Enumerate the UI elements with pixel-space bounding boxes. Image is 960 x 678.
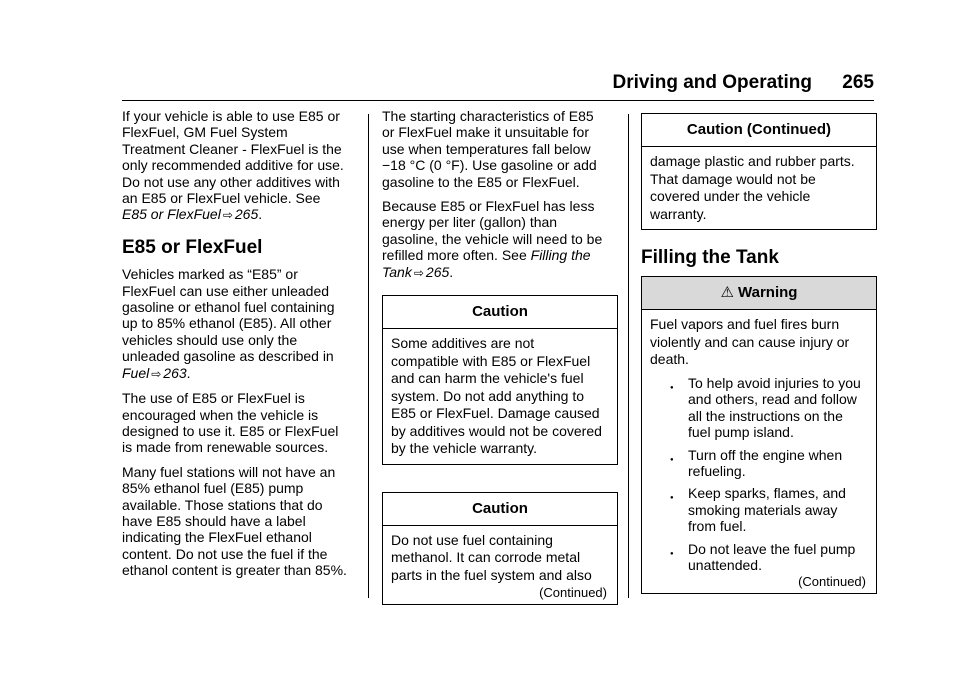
paragraph: Vehicles marked as “E85” or FlexFuel can use either unleaded gasoline or ethanol fuel containing up to 85% ethanol (E85). All other vehicles should use only the unleaded gasoline as described in Fuel ⇨ 263.	[122, 266, 358, 382]
list-item: ● To help avoid injuries to you and others, read and follow all the instructions on the fuel pump island.	[670, 374, 861, 441]
list-item: ● Do not leave the fuel pump unattended.	[670, 540, 856, 573]
page-ref-arrow-icon: ⇨	[151, 366, 162, 381]
warning-bullet-list	[650, 375, 868, 573]
warning-title: ⚠ Warning	[642, 277, 876, 310]
warning-box: ⚠ Warning Fuel vapors and fuel fires burn violently and can cause injury or death. ● To help avoid injuries to you and others, read and follow all the instructions on the fuel pump island. ● Turn off the engine when refueling. ● Keep sparks, flames, and smoking materials away from fuel. ● Do not leave the fuel pump unattended. (Continued)	[641, 276, 877, 593]
continued-label: (Continued)	[539, 585, 607, 601]
caution-title: Caution	[383, 493, 617, 526]
caution-box: Caution Some additives are not compatible with E85 or FlexFuel and can harm the vehicle's fuel system. Do not add anything to E85 or FlexFuel. Damage caused by additives would not be covered by the vehicle warranty.	[382, 295, 618, 465]
caution-continued-box: Caution (Continued) damage plastic and rubber parts. That damage would not be covered under the vehicle warranty.	[641, 113, 877, 230]
continued-label: (Continued)	[798, 574, 866, 590]
caution-title: Caution (Continued)	[642, 114, 876, 147]
bullet-icon: ●	[670, 384, 674, 391]
section-heading-filling-tank: Filling the Tank	[641, 247, 779, 268]
bullet-icon: ●	[670, 456, 674, 463]
column-2	[382, 108, 618, 605]
page-header	[0, 72, 960, 96]
caution-title: Caution	[383, 296, 617, 329]
paragraph: The starting characteristics of E85 or FlexFuel make it unsuitable for use when temperatures fall below −18 °C (0 °F). Use gasoline or add gasoline to the E85 or FlexFuel.	[382, 108, 597, 190]
section-heading-e85: E85 or FlexFuel	[122, 236, 263, 258]
section-title: Driving and Operating	[612, 72, 812, 93]
column-divider-2	[628, 114, 629, 598]
cross-reference[interactable]: Filling the	[530, 247, 591, 264]
bullet-icon: ●	[670, 550, 674, 557]
cross-reference[interactable]: E85 or FlexFuel ⇨ 265.	[122, 206, 263, 223]
column-1	[122, 108, 358, 587]
paragraph: The use of E85 or FlexFuel is encouraged when the vehicle is designed to use it. E85 or FlexFuel is made from renewable sources.	[122, 390, 339, 456]
paragraph: Many fuel stations will not have an 85% ethanol fuel (E85) pump available. Those stations that do have E85 should have a label indicating the FlexFuel ethanol content. Do not use the fuel if the ethanol content is greater than 85%.	[122, 463, 347, 579]
caution-box: Caution Do not use fuel containing methanol. It can corrode metal parts in the fuel system and also (Continued)	[382, 492, 618, 605]
header-rule	[122, 100, 874, 101]
cross-reference[interactable]: Fuel ⇨ 263.	[122, 364, 191, 381]
bullet-icon: ●	[670, 495, 674, 502]
list-item: ● Keep sparks, flames, and smoking materials away from fuel.	[670, 485, 846, 535]
column-divider-1	[368, 114, 369, 598]
column-3	[641, 113, 877, 594]
warning-triangle-icon: ⚠	[720, 284, 734, 302]
cross-reference[interactable]: Tank ⇨ 265.	[382, 263, 454, 280]
page-number: 265	[842, 72, 874, 93]
intro-paragraph: If your vehicle is able to use E85 or FlexFuel, GM Fuel System Treatment Cleaner - FlexFuel is the only recommended additive for use. Do not use any other additives with an E85 or FlexFuel vehicle. See E85 or FlexFuel ⇨ 265.	[122, 108, 358, 224]
paragraph: Because E85 or FlexFuel has less energy per liter (gallon) than gasoline, the vehicle will need to be refilled more often. See Filling the Tank ⇨ 265.	[382, 198, 618, 281]
list-item: ● Turn off the engine when refueling.	[670, 446, 843, 479]
page-ref-arrow-icon: ⇨	[413, 265, 424, 280]
page-ref-arrow-icon: ⇨	[222, 208, 233, 223]
